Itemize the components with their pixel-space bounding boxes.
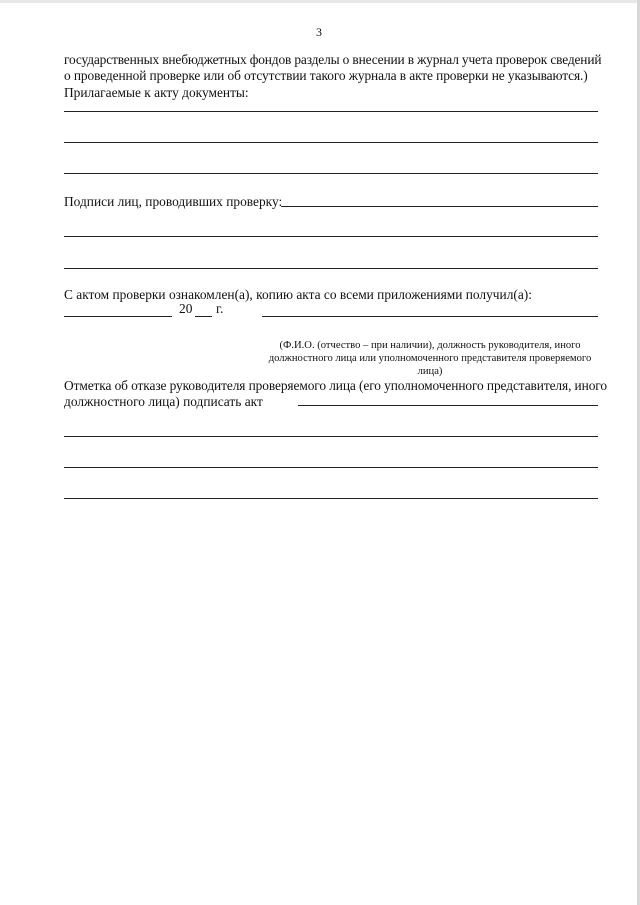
refusal-line-c[interactable]	[64, 498, 598, 499]
signatures-line-3[interactable]	[64, 268, 598, 269]
signatures-line-2[interactable]	[64, 236, 598, 237]
fio-caption-line-3: лица)	[417, 366, 443, 377]
fio-caption-line-1: (Ф.И.О. (отчество – при наличии), должность руководителя, иного	[279, 340, 581, 351]
intro-line-1: государственных внебюджетных фондов разделы о внесении в журнал учета проверок сведений	[64, 52, 602, 67]
refusal-line-a[interactable]	[64, 436, 598, 437]
date-year-suffix: г.	[216, 301, 224, 316]
refusal-line-b[interactable]	[64, 467, 598, 468]
date-year-prefix: 20	[179, 301, 193, 316]
refusal-line-inline[interactable]	[298, 405, 598, 406]
acquainted-signature-line[interactable]	[262, 316, 598, 317]
attachments-line-3[interactable]	[64, 173, 598, 174]
date-day-month-line[interactable]	[64, 316, 172, 317]
page-number: 3	[316, 25, 322, 39]
date-year-line[interactable]	[195, 316, 212, 317]
scan-edge-top	[0, 0, 640, 3]
fio-caption-line-2: должностного лица или уполномоченного представителя проверяемого	[268, 353, 592, 364]
attachments-line-1[interactable]	[64, 111, 598, 112]
signatures-label: Подписи лиц, проводивших проверку:	[64, 194, 283, 209]
acquainted-text: С актом проверки ознакомлен(а), копию акта со всеми приложениями получил(а):	[64, 287, 532, 302]
signatures-line-1[interactable]	[281, 206, 598, 207]
refusal-line-2: должностного лица) подписать акт	[64, 394, 263, 409]
attachments-line-2[interactable]	[64, 142, 598, 143]
intro-line-2: о проведенной проверке или об отсутствии такого журнала в акте проверки не указываются.)	[64, 68, 588, 83]
attachments-label: Прилагаемые к акту документы:	[64, 85, 249, 100]
refusal-line-1: Отметка об отказе руководителя проверяемого лица (его уполномоченного представителя, иного	[64, 378, 607, 393]
